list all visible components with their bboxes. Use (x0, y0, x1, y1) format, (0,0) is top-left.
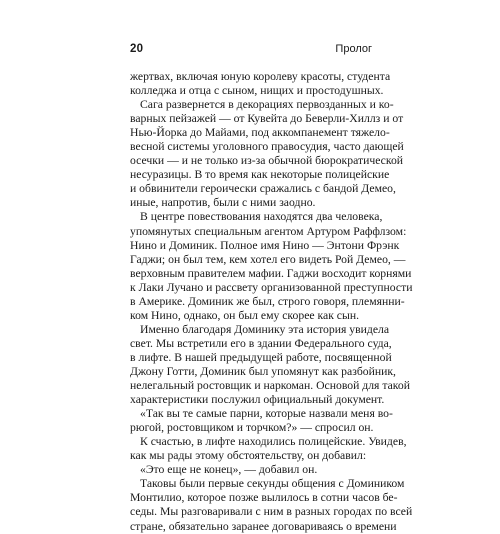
text-line: Гаджи; он был тем, кем хотел его видеть Рой Демео, — (130, 252, 406, 266)
text-line: характеристики послужил официальный документ. (130, 393, 385, 407)
text-line: как мы рады этому обстоятельству, он добавил: (130, 449, 367, 463)
text-line: осечки — и не только из-за обычной бюрократической (130, 154, 404, 168)
text-line: Именно благодаря Доминику эта история увидела (140, 322, 390, 336)
page-header (130, 43, 372, 55)
text-line: нелегальный ростовщик и наркоман. Основой для такой (130, 379, 410, 393)
text-line: к Лаки Лучано и рассвету организованной преступности (130, 280, 413, 294)
text-line: К счастью, в лифте находились полицейские. Увидев, (140, 435, 407, 449)
body-text (130, 70, 413, 534)
text-line: в Америке. Доминик же был, строго говоря, племянни- (130, 294, 405, 308)
text-line: В центре повествования находятся два человека, (140, 210, 383, 224)
text-line: несуразицы. В то время как некоторые полицейские (130, 168, 390, 182)
text-line: упомянутых специальным агентом Артуром Раффлзом: (130, 224, 407, 238)
text-line: свет. Мы встретили его в здании Федерального суда, (130, 336, 392, 350)
text-line: варных пейзажей — от Кувейта до Беверли-Хиллз и от (130, 112, 404, 126)
text-line: ком Нино, однако, он был ему скорее как сын. (130, 308, 360, 322)
text-line: Джону Готти, Доминик был упомянут как разбойник, (130, 364, 396, 378)
text-line: Нино и Доминик. Полное имя Нино — Энтони Фрэнк (130, 238, 400, 252)
text-line: Сага развернется в декорациях первозданных и ко- (140, 98, 394, 112)
text-line: колледжа и отца с сыном, нищих и простодушных. (130, 84, 384, 98)
text-line: «Это еще не конец», — добавил он. (140, 463, 318, 477)
text-line: верховным правителем мафии. Гаджи восходит корнями (130, 266, 412, 280)
text-line: Нью-Йорка до Майами, под аккомпанемент тяжело- (130, 126, 390, 140)
text-line: седы. Мы разговаривали с ним в разных городах по всей (130, 505, 413, 519)
text-line: и обвинители героически сражались с бандой Демео, (130, 182, 396, 196)
text-line: рюгой, ростовщиком и торчком?» — спросил он. (130, 421, 374, 435)
text-line: стране, обязательно заранее договариваясь о времени (130, 519, 397, 533)
text-line: Монтилио, которое позже вылилось в сотни часов бе- (130, 491, 398, 505)
text-line: весной системы уголовного правосудия, часто дающей (130, 140, 404, 154)
text-line: «Так вы те самые парни, которые назвали меня во- (140, 407, 393, 421)
text-line: в лифте. В нашей предыдущей работе, посвященной (130, 350, 392, 364)
page-number: 20 (130, 43, 144, 55)
text-line: жертвах, включая юную королеву красоты, студента (130, 70, 391, 83)
text-line: Таковы были первые секунды общения с Домиником (140, 477, 405, 491)
text-line: иные, напротив, были с ними заодно. (130, 196, 316, 210)
running-head: Пролог (335, 43, 372, 55)
